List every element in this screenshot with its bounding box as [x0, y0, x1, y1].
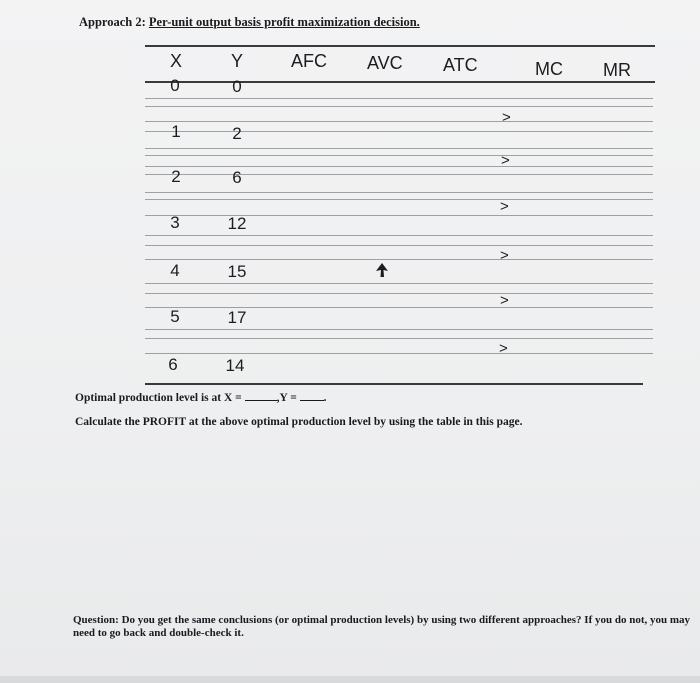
cell-x: 0 — [170, 76, 180, 95]
table-rule — [145, 166, 653, 167]
optimal-x-label: Optimal production level is at X = — [75, 392, 242, 404]
table-rule — [145, 245, 653, 246]
col-header-atc: ATC — [443, 55, 478, 75]
mc-mark: > — [502, 109, 511, 126]
cell-y: 6 — [232, 168, 242, 187]
cell-x: 3 — [170, 213, 180, 232]
profit-prompt: Calculate the PROFIT at the above optimal production level by using the table in this page. — [75, 416, 523, 428]
approach-heading — [79, 15, 420, 30]
table-rule — [145, 353, 653, 354]
optimal-line-end: . — [323, 392, 327, 404]
cell-y: 0 — [232, 77, 242, 96]
table-rule — [145, 155, 653, 156]
cell-y: 17 — [227, 308, 247, 327]
optimal-y-blank[interactable] — [300, 391, 324, 401]
heading-title: Per-unit output basis profit maximization decision. — [148, 15, 420, 29]
optimal-production-line — [75, 391, 327, 404]
table-bottom-rule — [145, 383, 643, 385]
table-rule — [145, 293, 653, 294]
table-rule — [145, 199, 653, 200]
table-rule — [145, 121, 653, 122]
col-header-mc: MC — [535, 59, 563, 79]
col-header-mr: MR — [603, 60, 631, 80]
cell-y: 15 — [227, 262, 247, 281]
heading-prefix: Approach 2: — [79, 15, 149, 29]
table-rule — [145, 192, 653, 193]
col-header-x: X — [170, 51, 183, 71]
col-header-afc: AFC — [291, 51, 327, 71]
cell-y: 12 — [227, 214, 247, 233]
table-top-rule — [145, 45, 655, 47]
cell-x: 5 — [170, 307, 180, 326]
cursor-icon — [376, 263, 388, 277]
table-rule — [145, 98, 653, 99]
table-rule — [145, 106, 653, 107]
table-rule — [145, 259, 653, 260]
cell-y: 14 — [225, 356, 245, 375]
cell-x: 6 — [168, 355, 178, 374]
table-rule — [145, 235, 653, 236]
col-header-avc: AVC — [367, 53, 403, 73]
table-rule — [145, 329, 653, 330]
mc-mark: > — [500, 292, 509, 309]
table-rule — [145, 338, 653, 339]
cell-x: 2 — [171, 167, 181, 186]
mc-mark: > — [501, 152, 510, 169]
optimal-x-blank[interactable] — [245, 391, 277, 401]
table-rule — [145, 283, 653, 284]
mc-mark: > — [500, 247, 509, 264]
mc-mark: > — [499, 340, 508, 357]
optimal-y-label: ,Y = — [276, 392, 297, 404]
cell-x: 1 — [171, 122, 181, 141]
question-text: Question: Do you get the same conclusions (or optimal production levels) by using two different approaches? If you do not, you may need to go back and double-check it. — [73, 614, 691, 639]
col-header-y: Y — [231, 51, 244, 71]
table-rule — [145, 148, 653, 149]
mc-mark: > — [500, 198, 509, 215]
cell-x: 4 — [170, 261, 180, 280]
page-bottom-edge — [0, 676, 700, 683]
cell-y: 2 — [232, 124, 242, 143]
